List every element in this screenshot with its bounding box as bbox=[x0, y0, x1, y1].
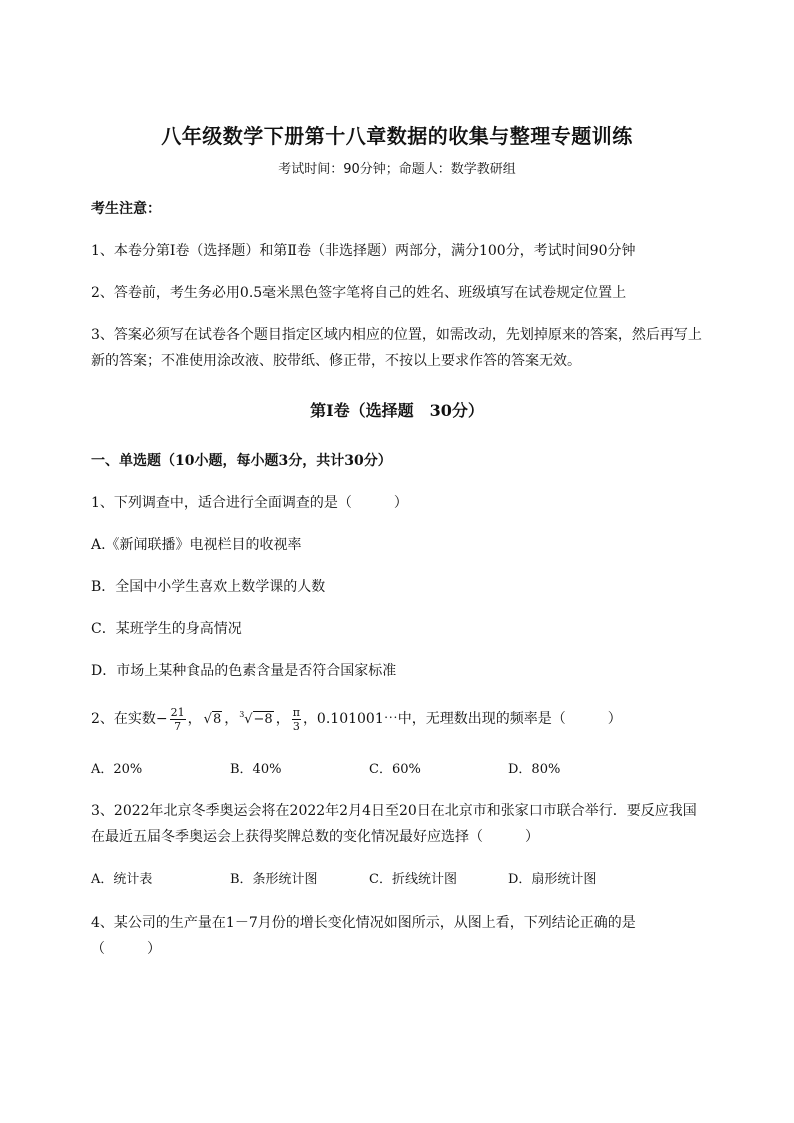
question-3-option-d: D．扇形统计图 bbox=[508, 872, 597, 887]
q2-prefix: 2、在实数 bbox=[91, 711, 156, 727]
question-2-stem bbox=[91, 700, 754, 739]
question-2-option-a: A．20% bbox=[91, 762, 143, 777]
question-3-option-a: A．统计表 bbox=[91, 872, 153, 887]
section-title: 第Ⅰ卷（选择题 30分） bbox=[310, 401, 484, 420]
notice-item-1: 1、本卷分第Ⅰ卷（选择题）和第Ⅱ卷（非选择题）两部分，满分100分，考试时间90分钟 bbox=[91, 243, 636, 259]
question-2-option-c: C．60% bbox=[369, 762, 421, 777]
question-2-option-b: B．40% bbox=[230, 762, 282, 777]
question-1-stem: 1、下列调查中，适合进行全面调查的是（ ） bbox=[91, 495, 408, 511]
q2-minus: − bbox=[155, 711, 168, 727]
separator: ， bbox=[275, 711, 290, 727]
question-4-line-1: 4、某公司的生产量在1－7月份的增长变化情况如图所示，从图上看，下列结论正确的是 bbox=[91, 915, 636, 931]
fraction-numerator: π bbox=[292, 705, 300, 719]
fraction-21-over-7 bbox=[170, 706, 186, 733]
notice-item-2: 2、答卷前，考生务必用0.5毫米黑色签字笔将自己的姓名、班级填写在试卷规定位置上 bbox=[91, 285, 627, 301]
question-3-line-1: 3、2022年北京冬季奥运会将在2022年2月4日至20日在北京市和张家口市联合举行．要反应我国 bbox=[91, 803, 697, 819]
exam-info-subtitle: 考试时间：90分钟；命题人：数学教研组 bbox=[278, 162, 516, 177]
fraction-numerator: 21 bbox=[170, 705, 185, 719]
notice-heading: 考生注意： bbox=[91, 201, 161, 217]
fraction-pi-over-3 bbox=[292, 706, 301, 733]
fraction-denominator: 7 bbox=[174, 719, 182, 733]
part-heading: 一、单选题（10小题，每小题3分，共计30分） bbox=[91, 453, 392, 469]
q2-suffix: ，0.101001⋯中，无理数出现的频率是（ ） bbox=[302, 711, 622, 727]
question-1-option-d: D．市场上某种食品的色素含量是否符合国家标准 bbox=[91, 663, 397, 679]
separator: ， bbox=[224, 711, 239, 727]
notice-item-3: 3、答案必须写在试卷各个题目指定区域内相应的位置，如需改动，先划掉原来的答案，然后再写上新的答案；不准使用涂改液、胶带纸、修正带，不按以上要求作答的答案无效。 bbox=[91, 327, 702, 369]
radical-sign: √ bbox=[203, 712, 212, 727]
square-root bbox=[204, 701, 223, 739]
question-1-option-c: C．某班学生的身高情况 bbox=[91, 621, 242, 637]
radical-sign: √ bbox=[244, 712, 253, 727]
question-1-option-b: B．全国中小学生喜欢上数学课的人数 bbox=[91, 579, 326, 595]
cube-root bbox=[239, 701, 273, 739]
question-3-options bbox=[91, 870, 711, 890]
question-4-line-2: （ ） bbox=[91, 941, 161, 957]
question-3-option-c: C．折线统计图 bbox=[369, 872, 457, 887]
radicand: 8 bbox=[212, 712, 222, 727]
page-title: 八年级数学下册第十八章数据的收集与整理专题训练 bbox=[161, 124, 633, 148]
radicand: −8 bbox=[253, 712, 273, 727]
question-3-line-2: 在最近五届冬季奥运会上获得奖牌总数的变化情况最好应选择（ ） bbox=[91, 829, 539, 845]
separator: ， bbox=[187, 711, 202, 727]
question-1-option-a: A.《新闻联播》电视栏目的收视率 bbox=[91, 537, 302, 553]
question-2-option-d: D．80% bbox=[508, 762, 561, 777]
fraction-denominator: 3 bbox=[292, 719, 300, 733]
question-3-option-b: B．条形统计图 bbox=[230, 872, 318, 887]
question-2-options bbox=[91, 760, 711, 780]
root-index: 3 bbox=[239, 710, 245, 719]
